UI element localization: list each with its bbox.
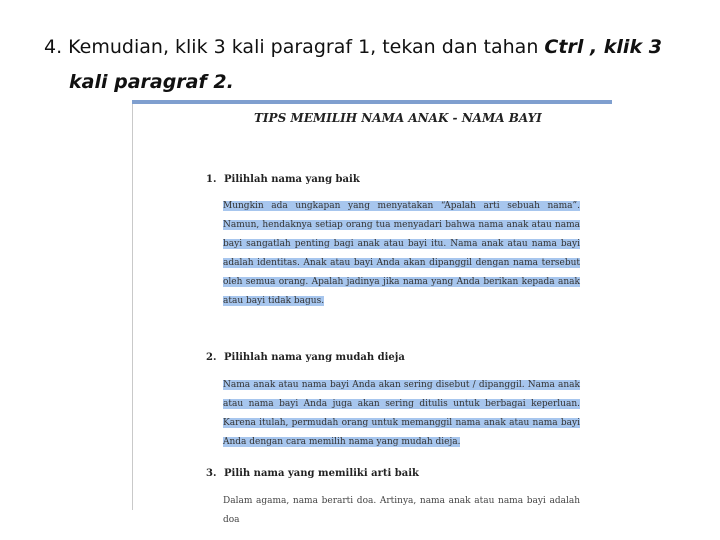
paragraph-3-text: Dalam agama, nama berarti doa. Artinya, nama anak atau nama bayi adalah doa [223, 496, 580, 525]
section-2-heading [206, 352, 405, 363]
section-1-heading [206, 174, 360, 185]
section-1-number: 1. [206, 174, 217, 185]
paragraph-1-text: Mungkin ada ungkapan yang menyatakan “Apalah arti sebuah nama”. Namun, hendaknya setiap orang tua menyadari bahwa nama anak atau nama bayi sangatlah penting bagi anak atau bayi itu. Nama anak atau nama bayi adalah identitas. Anak atau bayi Anda akan dipanggil dengan nama tersebut oleh semua orang. Apalah jadinya jika nama yang Anda berikan kepada anak atau bayi tidak bagus. [223, 201, 580, 306]
section-3-heading [206, 468, 419, 479]
paragraph-3[interactable] [223, 492, 580, 530]
section-2-number: 2. [206, 352, 217, 363]
section-3-heading-text: Pilih nama yang memiliki arti baik [224, 468, 419, 479]
section-1-heading-text: Pilihlah nama yang baik [224, 174, 360, 185]
paragraph-2[interactable] [223, 376, 580, 452]
paragraph-1[interactable] [223, 197, 580, 311]
document-screenshot [132, 100, 612, 525]
instruction-bold-ctrl: Ctrl , klik 3 [544, 36, 662, 58]
section-3-number: 3. [206, 468, 217, 479]
document-title: TIPS MEMILIH NAMA ANAK - NAMA BAYI [254, 111, 542, 125]
instruction-bold-paragraph2: kali paragraf 2. [69, 71, 234, 93]
paragraph-2-text: Nama anak atau nama bayi Anda akan sering disebut / dipanggil. Nama anak atau nama bayi Anda juga akan sering ditulis untuk berbagai keperluan. Karena itulah, permudah orang untuk memanggil nama anak atau nama bayi Anda dengan cara memilih nama yang mudah dieja. [223, 380, 580, 447]
instruction-text [44, 30, 694, 100]
document-left-border [132, 104, 133, 510]
document-top-bar [132, 100, 612, 104]
section-2-heading-text: Pilihlah nama yang mudah dieja [224, 352, 405, 363]
instruction-part1: 4. Kemudian, klik 3 kali paragraf 1, tekan dan tahan [44, 36, 545, 58]
